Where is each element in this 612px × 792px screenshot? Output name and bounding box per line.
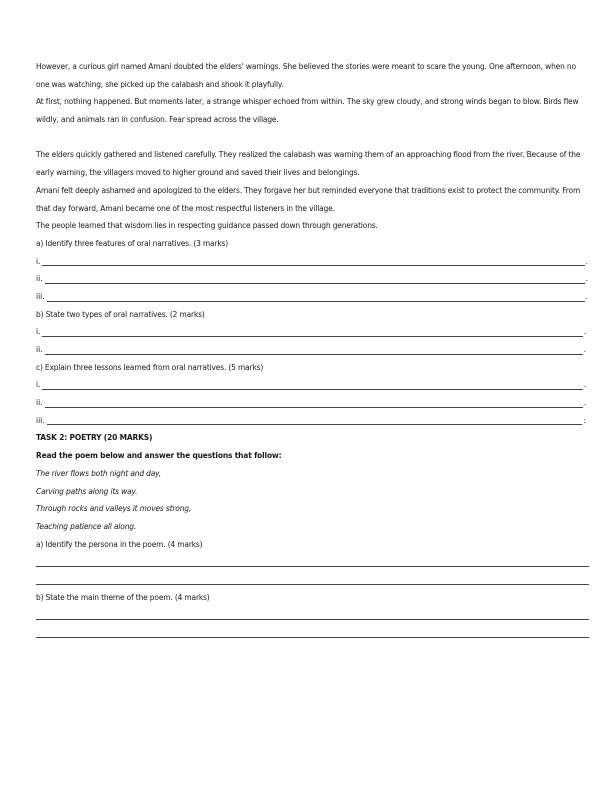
answer-1a-iii[interactable] <box>36 288 588 306</box>
task2-heading: TASK 2: POETRY (20 MARKS) <box>36 432 153 443</box>
line-end: . <box>583 343 586 354</box>
line-end: : <box>583 414 586 425</box>
line-end: . <box>583 326 586 337</box>
answer-1b-i[interactable] <box>36 323 586 341</box>
question-1b: b) State two types of oral narratives. (2 marks) <box>36 308 205 319</box>
answer-1a-ii[interactable] <box>36 270 588 288</box>
story-line: However, a curious girl named Amani doubted the elders' warnings. She believed the stories were meant to scare the young. One afternoon, when no <box>36 61 576 71</box>
numeral: i. <box>36 326 41 337</box>
answer-1c-iii[interactable] <box>36 412 586 430</box>
line-end: . <box>585 290 588 301</box>
numeral: iii. <box>36 414 45 425</box>
question-2b: b) State the main theme of the poem. (4 marks) <box>36 591 210 602</box>
numeral: i. <box>36 379 41 390</box>
question-2a: a) Identify the persona in the poem. (4 marks) <box>36 538 203 549</box>
story-line: The people learned that wisdom lies in respecting guidance passed down through generations. <box>36 220 378 231</box>
task2-instruction: Read the poem below and answer the questions that follow: <box>36 450 282 461</box>
answer-1b-ii[interactable] <box>36 341 586 359</box>
answer-line <box>42 253 584 266</box>
answer-line <box>36 566 589 567</box>
question-1a: a) Identify three features of oral narratives. (3 marks) <box>36 237 229 248</box>
paragraph-gap <box>36 129 590 147</box>
answer-line <box>45 395 583 408</box>
poem-line: Through rocks and valleys it moves strong, <box>36 503 192 514</box>
answer-line <box>47 412 583 425</box>
line-end: . <box>583 379 586 390</box>
answer-2a-line-1[interactable] <box>36 553 590 571</box>
story-line: Amani felt deeply ashamed and apologized to the elders. They forgave her but reminded everyone that traditions exist to protect the community. From <box>36 184 581 195</box>
story-line: one was watching, she picked up the calabash and shook it playfully. <box>36 78 284 89</box>
numeral: iii. <box>36 290 45 301</box>
answer-line <box>36 637 589 638</box>
answer-2a-line-2[interactable] <box>36 571 590 589</box>
answer-2b-line-1[interactable] <box>36 606 590 624</box>
numeral: ii. <box>36 397 43 408</box>
story-line: wildly, and animals ran in confusion. Fear spread across the village. <box>36 114 279 125</box>
numeral: i. <box>36 255 41 266</box>
answer-line <box>42 324 582 337</box>
poem-line: Teaching patience all along. <box>36 520 137 531</box>
line-end: . <box>585 255 588 266</box>
answer-line <box>47 289 585 302</box>
answer-line <box>45 342 583 355</box>
line-end: . <box>585 273 588 284</box>
story-line: that day forward, Amani became one of the most respectful listeners in the village. <box>36 202 335 213</box>
question-1c: c) Explain three lessons learned from oral narratives. (5 marks) <box>36 361 264 372</box>
answer-1c-i[interactable] <box>36 376 586 394</box>
answer-1a-i[interactable] <box>36 253 588 271</box>
poem-line: Carving paths along its way. <box>36 485 138 496</box>
answer-line <box>36 619 589 620</box>
answer-line <box>45 271 585 284</box>
numeral: ii. <box>36 343 43 354</box>
line-end: . <box>583 397 586 408</box>
story-line: At first, nothing happened. But moments later, a strange whisper echoed from within. The sky grew cloudy, and strong winds began to blow. Birds flew <box>36 96 579 107</box>
answer-line <box>42 377 582 390</box>
story-line: early warning, the villagers moved to higher ground and saved their lives and belongings. <box>36 167 360 178</box>
poem-line: The river flows both night and day, <box>36 467 161 478</box>
answer-2b-line-2[interactable] <box>36 624 590 642</box>
answer-line <box>36 584 589 585</box>
answer-1c-ii[interactable] <box>36 394 586 412</box>
story-line: The elders quickly gathered and listened carefully. They realized the calabash was warning them of an approaching flood from the river. Because of the <box>36 149 581 160</box>
numeral: ii. <box>36 273 43 284</box>
